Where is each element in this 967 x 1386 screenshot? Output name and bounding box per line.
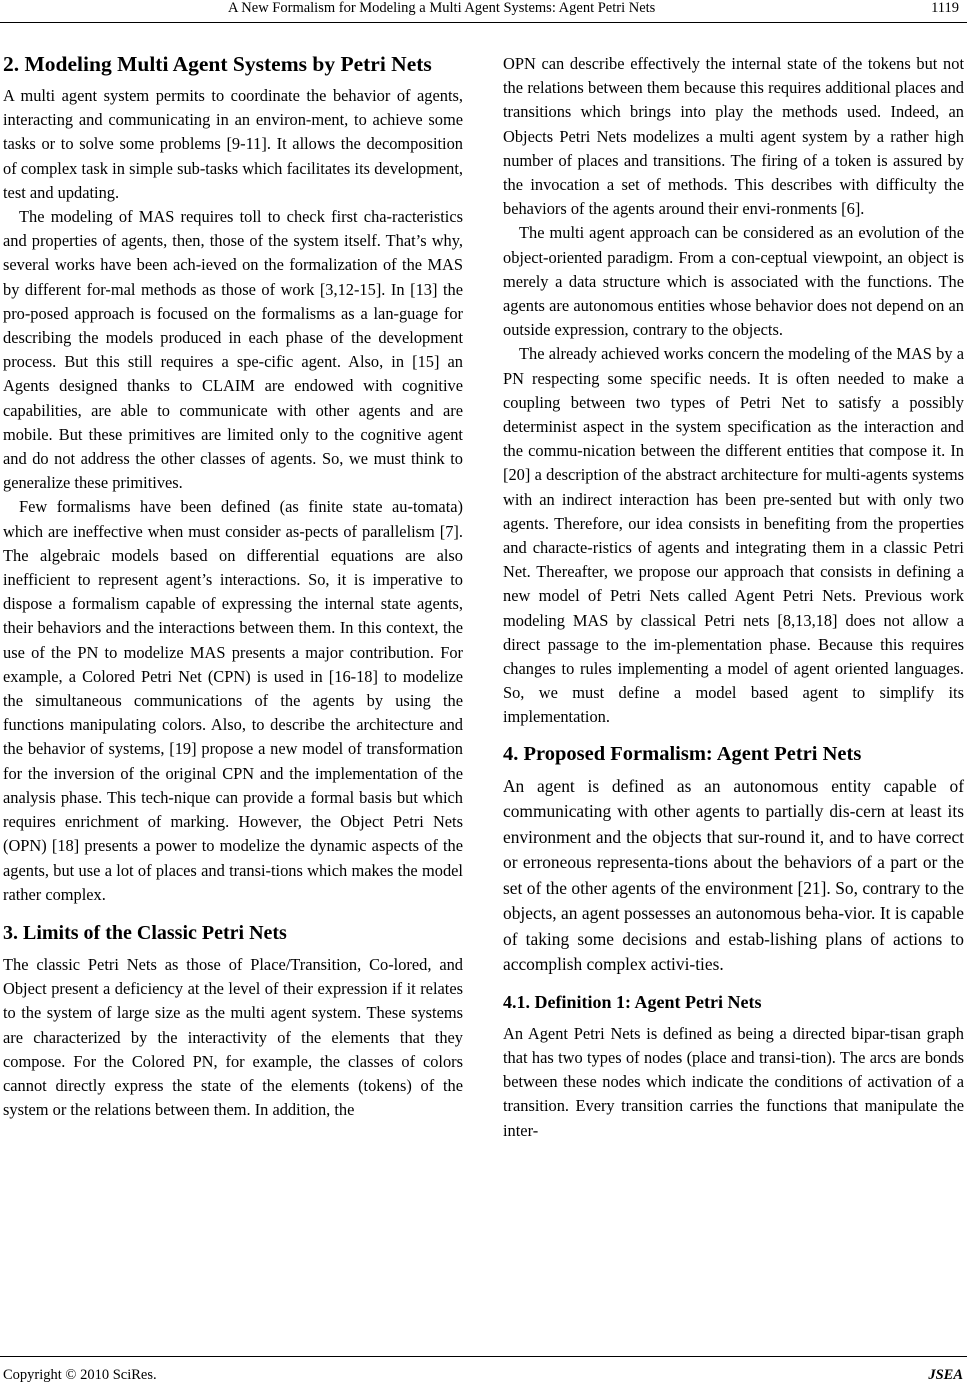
section-3-paragraph-2: The multi agent approach can be considered as an evolution of the object-oriented paradigm. From a con-ceptual viewpoint, an object is merely a data structure which is associated with the functions. The agents are autonomous entities whose behavior does not depend on an outside expression, contrary to the objects. xyxy=(503,223,964,340)
page-header xyxy=(0,0,967,34)
footer-rule xyxy=(0,1356,967,1357)
page-number: 1119 xyxy=(931,0,959,16)
section-4-heading: 4. Proposed Formalism: Agent Petri Nets xyxy=(503,742,862,765)
section-2-paragraph-1: A multi agent system permits to coordinate the behavior of agents, interacting and communicating in an environ-ment, to achieve some tasks or to solve some problems [9-11]. It allows the decomposition of complex task in simple sub-tasks which facilitates its development, test and updating. xyxy=(3,86,463,202)
section-3-paragraph-1-continued: OPN can describe effectively the internal state of the tokens but not the relations between them because this requires additional places and transitions which brings into play the methods used. Indeed, an Objects Petri Nets modelizes a multi agent system by a rather high number of places and transitions. The firing of a token is assured by the invocation a set of methods. This describes with difficulty the behaviors of the agents around their envi-ronments [6]. xyxy=(503,54,964,219)
journal-name: JSEA xyxy=(928,1367,963,1383)
section-3-heading: 3. Limits of the Classic Petri Nets xyxy=(3,921,287,944)
header-rule xyxy=(0,22,967,23)
section-3-paragraph-1: The classic Petri Nets as those of Place/Transition, Co-lored, and Object present a deficiency at the level of their expression if it relates to the system of large size as the multi agent system. These systems are characterized by the interactivity of the elements that they compose. For the Colored PN, for example, the classes of colors cannot directly express the state of the elements (tokens) of the system or the relations between them. In addition, the xyxy=(3,954,463,1120)
right-column xyxy=(503,52,964,1143)
section-4-paragraph-1: An agent is defined as an autonomous entity capable of communicating with other agents to partially dis-cern at least its environment and the objects that sur-round it, and to have correct or erroneous representa-tions about the behaviors of a part or the set of the other agents of the environment [21]. So, contrary to the objects, an agent possesses an autonomous beha-vior. It is capable of taking some decisions and estab-lishing plans of actions to accomplish complex activi-ties. xyxy=(503,775,964,975)
section-2-paragraph-2: The modeling of MAS requires toll to check first cha-racteristics and properties of agents, then, those of the system itself. That’s why, several works have been ach-ieved on the formalization of the MAS by different for-mal methods as those of work [3,12-15]. In [13] the pro-posed approach is focused on the formalisms as a lan-guage for describing the models produced in each phase of the development process. But this still requires a spe-cific agent. Also, in [15] an Agents designed thanks to CLAIM are endowed with cognitive capabilities, are able to communicate with other agents and are mobile. But these primitives are limited only to the cognitive agent and do not address the other classes of agents. So, we must think to generalize these primitives. xyxy=(3,207,463,493)
section-3-paragraph-3: The already achieved works concern the modeling of the MAS by a PN respecting some specific needs. It is often needed to make a coupling between two types of Petri Net to satisfy a possibly determinist aspect in the system specification as the interaction and the commu-nication between the different entities that compose it. In [20] a description of the abstract architecture for multi-agents systems with an indirect interaction has been pre-sented but with only two agents. Therefore, our idea consists in benefiting from the properties and characte-ristics of agents and integrating them in a classic Petri Net. Thereafter, we propose our approach that consists in defining a new model of Petri Nets called Agent Petri Nets. Previous work modeling MAS by classical Petri nets [8,13,18] does not allow a direct passage to the im-plementation phase. Because this requires changes to rules implementing a model of agent oriented languages. So, we must define a model based agent to simplify its implementation. xyxy=(503,344,964,727)
copyright-notice: Copyright © 2010 SciRes. xyxy=(3,1367,157,1383)
subsection-4-1-heading: 4.1. Definition 1: Agent Petri Nets xyxy=(503,991,762,1012)
page-footer xyxy=(0,1356,967,1386)
left-column xyxy=(3,52,463,1122)
section-2-paragraph-3: Few formalisms have been defined (as finite state au-tomata) which are ineffective when must consider as-pects of parallelism [7]. The algebraic models based on differential equations are also inefficient to represent agent’s interactions. So, it is imperative to dispose a formalism capable of expressing the internal state agents, their behaviors and the interactions between them. In this context, the use of the PN to modelize MAS presents a major contribution. For example, a Colored Petri Net (CPN) is used in [16-18] to modelize the simultaneous communications of the agents by using the functions manipulating colors. Also, to describe the architecture and the behavior of systems, [19] propose a new model of transformation for the inversion of the original CPN and the implementation of the analysis phase. This tech-nique can provide a formal basis but which requires enrichment of marking. However, the Object Petri Nets (OPN) [18] presents a power to modelize the dynamic aspects of the agents, but use a lot of places and transi-tions which makes the model rather complex. xyxy=(3,497,463,904)
running-title: A New Formalism for Modeling a Multi Agent Systems: Agent Petri Nets xyxy=(228,0,656,16)
subsection-4-1-paragraph-1: An Agent Petri Nets is defined as being a directed bipar-tisan graph that has two types of nodes (place and transi-tion). The arcs are bonds between these nodes which indicate the conditions of activation of a transition. Every transition carries the functions that manipulate the inter- xyxy=(503,1023,964,1140)
section-2-heading: 2. Modeling Multi Agent Systems by Petri Nets xyxy=(3,52,432,76)
